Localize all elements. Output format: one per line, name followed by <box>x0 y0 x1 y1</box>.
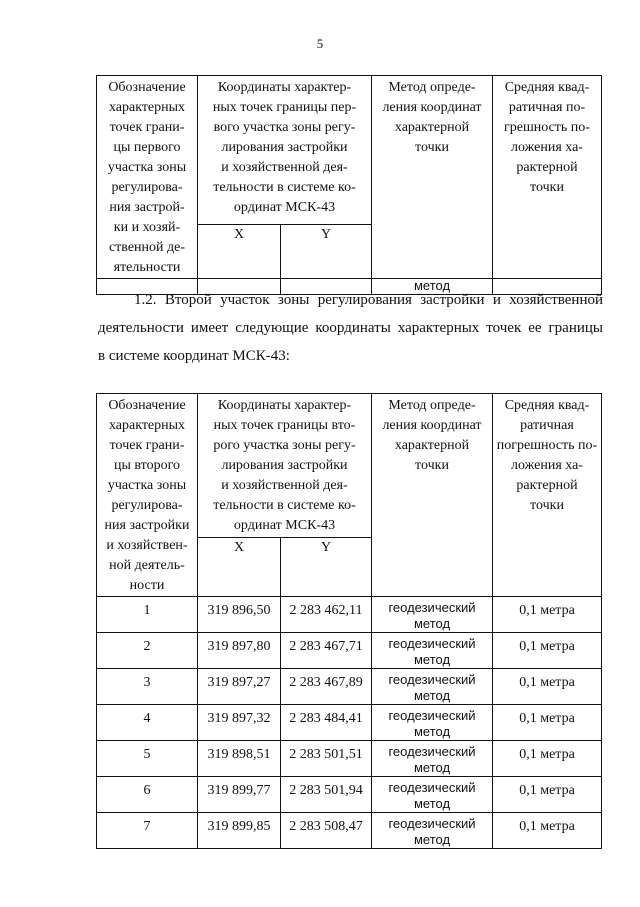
method-cell <box>372 705 493 741</box>
table-first-zone <box>96 75 602 295</box>
method-cell <box>372 633 493 669</box>
header-text-lines <box>374 78 490 158</box>
method-line: геодезический <box>388 708 476 723</box>
method-line: геодезический <box>388 600 476 615</box>
header-line: рактерной <box>516 478 578 493</box>
header-line: ординат МСК-43 <box>233 200 336 215</box>
header-line: точек грани- <box>109 438 185 453</box>
x-coordinate-cell: 319 899,85 <box>198 813 281 849</box>
method-cell <box>372 597 493 633</box>
header-line: точки <box>530 180 564 195</box>
header-line: Координаты характер- <box>217 398 352 413</box>
method-cell <box>372 669 493 705</box>
header-line: тельности в системе ко- <box>213 498 356 513</box>
header-text-lines <box>200 396 369 536</box>
header-error <box>493 394 602 597</box>
header-line: характерных <box>108 418 186 433</box>
x-coordinate-cell: 319 899,77 <box>198 777 281 813</box>
header-text-lines <box>99 78 195 278</box>
header-text-lines <box>200 78 369 218</box>
method-line: метод <box>413 724 451 739</box>
header-line: Обозначение <box>108 398 186 413</box>
header-line: точек грани- <box>109 120 185 135</box>
header-text-lines <box>495 78 599 198</box>
header-line: ных точек границы вто- <box>213 418 356 433</box>
paragraph-line: в системе координат МСК-43: <box>98 348 290 364</box>
paragraph-line: деятельности имеет следующие координаты характерных точек ее границы <box>98 320 603 336</box>
header-line: участка зоны <box>107 478 187 493</box>
header-line: ления координат <box>382 418 482 433</box>
header-line: участка зоны <box>107 160 187 175</box>
header-line: ки и хозяй- <box>113 220 181 235</box>
header-designation <box>97 76 198 279</box>
x-coordinate-cell: 319 897,80 <box>198 633 281 669</box>
header-line: характерной <box>394 438 470 453</box>
header-line: вого участка зоны регу- <box>213 120 356 135</box>
point-number-cell: 4 <box>97 705 198 741</box>
x-coordinate-cell: 319 897,32 <box>198 705 281 741</box>
header-line: ятельности <box>113 260 181 275</box>
error-cell: 0,1 метра <box>493 741 602 777</box>
header-line: точки <box>415 458 449 473</box>
table-body <box>97 597 602 849</box>
header-line: и хозяйствен- <box>106 538 188 553</box>
header-line: рого участка зоны регу- <box>213 438 356 453</box>
y-coordinate-cell: 2 283 501,51 <box>281 741 372 777</box>
header-line: точки <box>415 140 449 155</box>
paragraph <box>98 286 603 370</box>
header-line: ложения ха- <box>511 458 583 473</box>
method-line: метод <box>413 832 451 847</box>
header-line: рактерной <box>516 160 578 175</box>
header-line: цы второго <box>114 458 180 473</box>
header-line: и хозяйственной дея- <box>221 478 348 493</box>
header-line: ной деятель- <box>109 558 185 573</box>
header-line: ния застрой- <box>109 200 185 215</box>
error-cell: 0,1 метра <box>493 813 602 849</box>
header-line: и хозяйственной дея- <box>221 160 348 175</box>
method-cell <box>372 813 493 849</box>
header-line: цы первого <box>113 140 181 155</box>
method-cell <box>372 741 493 777</box>
header-line: погрешность по- <box>496 438 598 453</box>
header-line: Средняя квад- <box>504 398 590 413</box>
method-line: геодезический <box>388 672 476 687</box>
header-line: ратичная по- <box>508 100 586 115</box>
header-line: тельности в системе ко- <box>213 180 356 195</box>
header-coordinates <box>198 394 372 538</box>
y-coordinate-cell: 2 283 462,11 <box>281 597 372 633</box>
header-x: X <box>198 224 281 278</box>
y-coordinate-cell: 2 283 508,47 <box>281 813 372 849</box>
header-line: ных точек границы пер- <box>212 100 357 115</box>
method-line: геодезический <box>388 816 476 831</box>
header-line: ности <box>129 578 165 593</box>
x-coordinate-cell: 319 897,27 <box>198 669 281 705</box>
page-number: 5 <box>316 36 324 51</box>
method-line: геодезический <box>388 744 476 759</box>
error-cell: 0,1 метра <box>493 669 602 705</box>
method-line: геодезический <box>388 636 476 651</box>
method-cell <box>372 777 493 813</box>
header-line: характерных <box>108 100 186 115</box>
point-number-cell: 2 <box>97 633 198 669</box>
header-line: регулирова- <box>111 498 183 513</box>
method-line: метод <box>413 796 451 811</box>
table-second-zone <box>96 393 602 849</box>
header-line: точки <box>530 498 564 513</box>
method-cell: метод <box>372 279 493 295</box>
table-row <box>97 669 602 705</box>
error-cell: 0,1 метра <box>493 705 602 741</box>
header-line: грешность по- <box>504 120 590 135</box>
header-error <box>493 76 602 279</box>
header-line: ственной де- <box>108 240 186 255</box>
point-number-cell: 5 <box>97 741 198 777</box>
table-row <box>97 597 602 633</box>
table-row <box>97 777 602 813</box>
point-number-cell: 7 <box>97 813 198 849</box>
header-line: ратичная <box>520 418 574 433</box>
y-coordinate-cell: 2 283 467,71 <box>281 633 372 669</box>
header-text-lines <box>495 396 599 516</box>
table-row <box>97 741 602 777</box>
error-cell: 0,1 метра <box>493 633 602 669</box>
x-coordinate-cell: 319 896,50 <box>198 597 281 633</box>
header-y: Y <box>281 537 372 596</box>
x-coordinate-cell: 319 898,51 <box>198 741 281 777</box>
method-line: геодезический <box>388 780 476 795</box>
header-line: ложения ха- <box>511 140 583 155</box>
point-number-cell: 3 <box>97 669 198 705</box>
header-line: ния застройки <box>104 518 190 533</box>
header-line: характерной <box>394 120 470 135</box>
header-y: Y <box>281 224 372 278</box>
paragraph-line: 1.2. Второй участок зоны регулирования застройки и хозяйственной <box>134 292 603 308</box>
header-line: Обозначение <box>108 80 186 95</box>
header-designation <box>97 394 198 597</box>
point-number-cell: 6 <box>97 777 198 813</box>
header-line: ления координат <box>382 100 482 115</box>
header-line: Метод опреде- <box>388 80 476 95</box>
header-method <box>372 76 493 279</box>
method-line: метод <box>413 760 451 775</box>
y-coordinate-cell: 2 283 467,89 <box>281 669 372 705</box>
header-text-lines <box>374 396 490 476</box>
method-line: метод <box>413 652 451 667</box>
method-line: метод <box>413 688 451 703</box>
header-method <box>372 394 493 597</box>
error-cell: 0,1 метра <box>493 777 602 813</box>
header-text-lines <box>99 396 195 596</box>
point-number-cell: 1 <box>97 597 198 633</box>
table-row <box>97 813 602 849</box>
method-line: метод <box>413 616 451 631</box>
header-line: регулирова- <box>111 180 183 195</box>
header-line: лирования застройки <box>221 458 348 473</box>
header-line: ординат МСК-43 <box>233 518 336 533</box>
y-coordinate-cell: 2 283 501,94 <box>281 777 372 813</box>
header-line: лирования застройки <box>221 140 348 155</box>
header-line: Средняя квад- <box>504 80 590 95</box>
y-coordinate-cell: 2 283 484,41 <box>281 705 372 741</box>
header-coordinates <box>198 76 372 225</box>
header-x: X <box>198 537 281 596</box>
error-cell: 0,1 метра <box>493 597 602 633</box>
header-line: Координаты характер- <box>217 80 352 95</box>
table-row <box>97 705 602 741</box>
table-row <box>97 633 602 669</box>
header-line: Метод опреде- <box>388 398 476 413</box>
